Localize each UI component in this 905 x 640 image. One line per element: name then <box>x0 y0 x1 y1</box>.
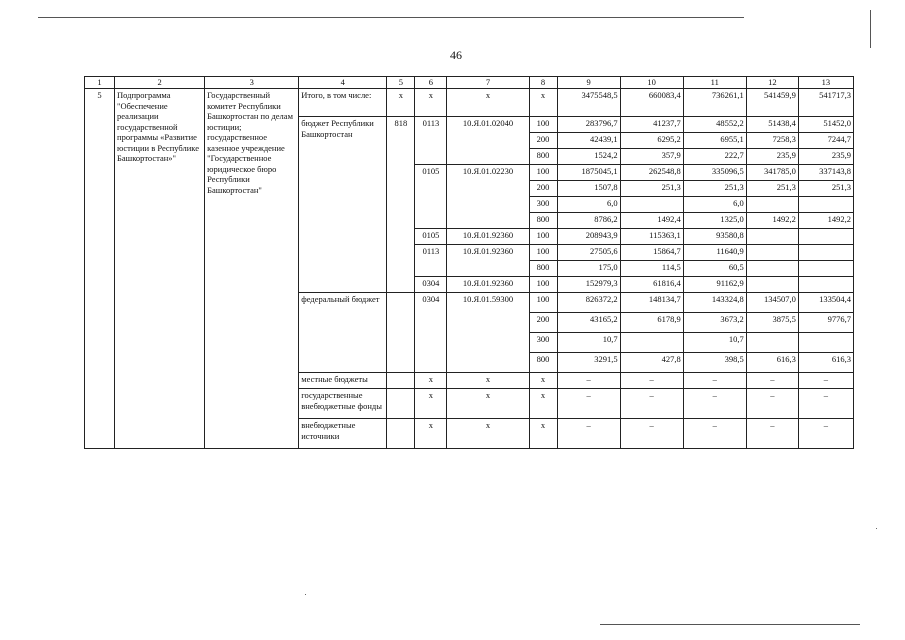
target-article-code: 10.Я.01.92360 <box>447 245 529 277</box>
top-rule <box>38 17 744 18</box>
expense-type-code: x <box>529 419 557 449</box>
amount-cell <box>798 229 853 245</box>
column-number-header: 10 <box>620 77 683 89</box>
amount-cell: 262548,8 <box>620 165 683 181</box>
amount-cell: – <box>557 389 620 419</box>
amount-cell: – <box>683 389 746 419</box>
scan-speck <box>305 594 306 595</box>
target-article-code: 10.Я.01.92360 <box>447 229 529 245</box>
amount-cell: 148134,7 <box>620 293 683 313</box>
amount-cell: 616,3 <box>798 353 853 373</box>
expense-type-code: 100 <box>529 245 557 261</box>
amount-cell: – <box>557 373 620 389</box>
expense-type-code: x <box>529 389 557 419</box>
expense-type-code: 200 <box>529 181 557 197</box>
amount-cell: 114,5 <box>620 261 683 277</box>
amount-cell: 27505,6 <box>557 245 620 261</box>
section-code: x <box>415 373 447 389</box>
expense-type-code: 100 <box>529 293 557 313</box>
amount-cell <box>798 277 853 293</box>
amount-cell: 541459,9 <box>746 89 798 117</box>
amount-cell: 42439,1 <box>557 133 620 149</box>
section-code: 0105 <box>415 229 447 245</box>
expense-type-code: 800 <box>529 261 557 277</box>
amount-cell: 3475548,5 <box>557 89 620 117</box>
amount-cell: 93580,8 <box>683 229 746 245</box>
amount-cell: – <box>683 419 746 449</box>
amount-cell: 341785,0 <box>746 165 798 181</box>
budget-table <box>84 76 854 449</box>
ministry-code <box>387 373 415 389</box>
amount-cell: 736261,1 <box>683 89 746 117</box>
amount-cell: – <box>557 419 620 449</box>
amount-cell: 541717,3 <box>798 89 853 117</box>
expense-type-code: 100 <box>529 277 557 293</box>
amount-cell: 134507,0 <box>746 293 798 313</box>
ministry-code: 818 <box>387 117 415 293</box>
amount-cell: 1524,2 <box>557 149 620 165</box>
page-number: 46 <box>450 48 462 62</box>
amount-cell: 175,0 <box>557 261 620 277</box>
cell: x <box>529 89 557 117</box>
amount-cell: 1875045,1 <box>557 165 620 181</box>
section-code: x <box>415 389 447 419</box>
amount-cell <box>798 333 853 353</box>
amount-cell: 235,9 <box>746 149 798 165</box>
amount-cell <box>746 277 798 293</box>
cell: x <box>387 89 415 117</box>
amount-cell: 10,7 <box>683 333 746 353</box>
amount-cell <box>746 261 798 277</box>
target-article-code: x <box>447 389 529 419</box>
budget-source-label: местные бюджеты <box>299 373 387 389</box>
amount-cell: 91162,9 <box>683 277 746 293</box>
expense-type-code: 100 <box>529 229 557 245</box>
expense-type-code: 800 <box>529 353 557 373</box>
amount-cell: 10,7 <box>557 333 620 353</box>
column-number-header: 13 <box>798 77 853 89</box>
amount-cell: – <box>746 373 798 389</box>
amount-cell: – <box>798 373 853 389</box>
amount-cell: – <box>620 389 683 419</box>
ministry-code <box>387 389 415 419</box>
expense-type-code: 200 <box>529 133 557 149</box>
ministry-code <box>387 419 415 449</box>
amount-cell: 60,5 <box>683 261 746 277</box>
column-number-header: 8 <box>529 77 557 89</box>
target-article-code: 10.Я.01.02230 <box>447 165 529 229</box>
amount-cell: 1492,4 <box>620 213 683 229</box>
section-code: 0304 <box>415 277 447 293</box>
amount-cell: 6178,9 <box>620 313 683 333</box>
section-code: 0105 <box>415 165 447 229</box>
amount-cell: 6,0 <box>683 197 746 213</box>
section-code: 0304 <box>415 293 447 373</box>
total-label: Итого, в том числе: <box>299 89 387 117</box>
amount-cell: – <box>620 373 683 389</box>
amount-cell: 251,3 <box>746 181 798 197</box>
amount-cell <box>620 197 683 213</box>
amount-cell: 660083,4 <box>620 89 683 117</box>
amount-cell: 133504,4 <box>798 293 853 313</box>
amount-cell: 283796,7 <box>557 117 620 133</box>
amount-cell <box>798 197 853 213</box>
amount-cell: 11640,9 <box>683 245 746 261</box>
ministry-code <box>387 293 415 373</box>
amount-cell <box>620 333 683 353</box>
amount-cell <box>798 245 853 261</box>
column-number-header: 12 <box>746 77 798 89</box>
amount-cell: – <box>798 389 853 419</box>
amount-cell: – <box>798 419 853 449</box>
budget-source-label: внебюджетные источники <box>299 419 387 449</box>
amount-cell: 41237,7 <box>620 117 683 133</box>
amount-cell: 43165,2 <box>557 313 620 333</box>
expense-type-code: 200 <box>529 313 557 333</box>
total-row <box>85 89 854 117</box>
amount-cell <box>746 197 798 213</box>
amount-cell: 3875,5 <box>746 313 798 333</box>
amount-cell: 208943,9 <box>557 229 620 245</box>
amount-cell: 9776,7 <box>798 313 853 333</box>
row-number: 5 <box>85 89 115 449</box>
amount-cell: 235,9 <box>798 149 853 165</box>
top-rule-right <box>870 10 871 48</box>
column-number-header: 3 <box>205 77 299 89</box>
expense-type-code: 100 <box>529 117 557 133</box>
amount-cell: 6,0 <box>557 197 620 213</box>
amount-cell: 826372,2 <box>557 293 620 313</box>
amount-cell: 1492,2 <box>746 213 798 229</box>
cell: x <box>415 89 447 117</box>
amount-cell: 7258,3 <box>746 133 798 149</box>
amount-cell: 51438,4 <box>746 117 798 133</box>
column-number-header: 11 <box>683 77 746 89</box>
amount-cell: 251,3 <box>620 181 683 197</box>
amount-cell <box>746 229 798 245</box>
amount-cell: 61816,4 <box>620 277 683 293</box>
amount-cell: – <box>620 419 683 449</box>
expense-type-code: 800 <box>529 149 557 165</box>
column-number-header: 6 <box>415 77 447 89</box>
amount-cell: 1325,0 <box>683 213 746 229</box>
expense-type-code: 800 <box>529 213 557 229</box>
subprogram-name: Подпрограмма "Обеспечение реализации государственной программы «Развитие юстиции в Республике Башкортостан»" <box>115 89 205 449</box>
amount-cell: 337143,8 <box>798 165 853 181</box>
expense-type-code: x <box>529 373 557 389</box>
budget-source-label: бюджет Республики Башкортостан <box>299 117 387 293</box>
column-number-header: 2 <box>115 77 205 89</box>
amount-cell: 15864,7 <box>620 245 683 261</box>
target-article-code: 10.Я.01.02040 <box>447 117 529 165</box>
amount-cell: 51452,0 <box>798 117 853 133</box>
section-code: 0113 <box>415 245 447 277</box>
amount-cell: 152979,3 <box>557 277 620 293</box>
amount-cell: 1507,8 <box>557 181 620 197</box>
amount-cell: 222,7 <box>683 149 746 165</box>
column-number-header: 4 <box>299 77 387 89</box>
amount-cell: 1492,2 <box>798 213 853 229</box>
amount-cell: 8786,2 <box>557 213 620 229</box>
amount-cell: – <box>746 389 798 419</box>
amount-cell: 7244,7 <box>798 133 853 149</box>
amount-cell: – <box>683 373 746 389</box>
amount-cell: 398,5 <box>683 353 746 373</box>
expense-type-code: 300 <box>529 197 557 213</box>
amount-cell <box>746 245 798 261</box>
section-code: x <box>415 419 447 449</box>
amount-cell: 6955,1 <box>683 133 746 149</box>
amount-cell: 115363,1 <box>620 229 683 245</box>
amount-cell: 251,3 <box>798 181 853 197</box>
target-article-code: x <box>447 419 529 449</box>
budget-source-label: государственные внебюджетные фонды <box>299 389 387 419</box>
amount-cell: 143324,8 <box>683 293 746 313</box>
amount-cell: 48552,2 <box>683 117 746 133</box>
column-number-header: 7 <box>447 77 529 89</box>
amount-cell: 616,3 <box>746 353 798 373</box>
cell: x <box>447 89 529 117</box>
executor-name: Государственный комитет Республики Башкортостан по делам юстиции; государственное казенное учреждение "Государственное юридическое бюро Республики Башкортостан" <box>205 89 299 449</box>
target-article-code: x <box>447 373 529 389</box>
header-row <box>85 77 854 89</box>
amount-cell: 357,9 <box>620 149 683 165</box>
amount-cell <box>798 261 853 277</box>
expense-type-code: 300 <box>529 333 557 353</box>
amount-cell: 335096,5 <box>683 165 746 181</box>
target-article-code: 10.Я.01.92360 <box>447 277 529 293</box>
amount-cell: – <box>746 419 798 449</box>
scan-speck <box>876 528 877 529</box>
amount-cell: 6295,2 <box>620 133 683 149</box>
amount-cell <box>746 333 798 353</box>
expense-type-code: 100 <box>529 165 557 181</box>
column-number-header: 9 <box>557 77 620 89</box>
column-number-header: 1 <box>85 77 115 89</box>
budget-source-label: федеральный бюджет <box>299 293 387 373</box>
section-code: 0113 <box>415 117 447 165</box>
amount-cell: 3673,2 <box>683 313 746 333</box>
amount-cell: 427,8 <box>620 353 683 373</box>
amount-cell: 251,3 <box>683 181 746 197</box>
column-number-header: 5 <box>387 77 415 89</box>
target-article-code: 10.Я.01.59300 <box>447 293 529 373</box>
bottom-rule <box>600 624 860 625</box>
amount-cell: 3291,5 <box>557 353 620 373</box>
